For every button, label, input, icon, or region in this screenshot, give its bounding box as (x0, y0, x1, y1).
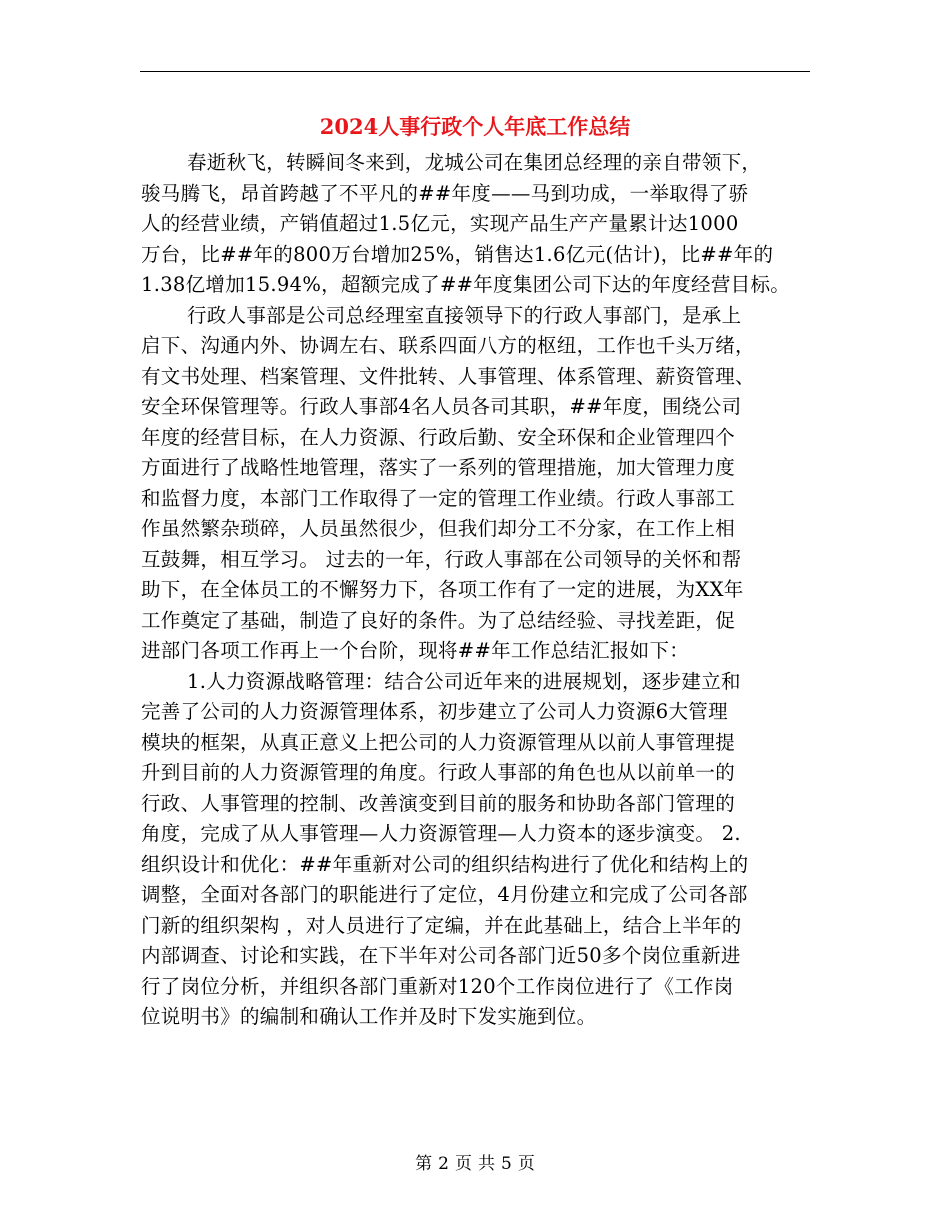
text-line: 模块的框架，从真正意义上把公司的人力资源管理从以前人事管理提 (141, 730, 736, 754)
footer-prefix: 第 (415, 1154, 433, 1174)
text-line: 行了岗位分析，并组织各部门重新对120个工作岗位进行了《工作岗 (141, 974, 734, 998)
footer-page-unit: 页 (455, 1154, 472, 1174)
text-line: 方面进行了战略性地管理，落实了一系列的管理措施，加大管理力度 (141, 456, 736, 479)
text-line: 角度，完成了从人事管理—人力资源管理—人力资本的逐步演变。 2. (141, 822, 741, 845)
text-line: 调整，全面对各部门的职能进行了定位，4月份建立和完成了公司各部 (141, 883, 748, 906)
text-line: 骏马腾飞，昂首跨越了不平凡的##年度——马到功成，一举取得了骄 (141, 181, 749, 205)
text-line: 位说明书》的编制和确认工作并及时下发实施到位。 (141, 1005, 597, 1028)
footer-page-number: 2 (438, 1154, 449, 1174)
text-line: 春逝秋飞，转瞬间冬来到，龙城公司在集团总经理的亲自带领下， (187, 151, 762, 174)
document-body (141, 148, 813, 1033)
text-line: 行政、人事管理的控制、改善演变到目前的服务和协助各部门管理的 (141, 791, 736, 815)
text-line: 门新的组织架构 ，对人员进行了定编，并在此基础上，结合上半年的 (141, 913, 742, 937)
text-line: 1.人力资源战略管理：结合公司近年来的进展规划，逐步建立和 (187, 669, 741, 693)
header-rule (140, 71, 810, 72)
text-line: 内部调查、讨论和实践，在下半年对公司各部门近50多个岗位重新进 (141, 944, 741, 967)
text-line: 年度的经营目标，在人力资源、行政后勤、安全环保和企业管理四个 (141, 425, 736, 449)
text-line: 启下、沟通内外、协调左右、联系四面八方的枢纽，工作也千头万绪， (141, 334, 755, 357)
text-line: 和监督力度，本部门工作取得了一定的管理工作业绩。行政人事部工 (141, 486, 736, 510)
text-line: 人的经营业绩，产销值超过1.5亿元，实现产品生产产量累计达1000 (141, 212, 739, 235)
text-line: 有文书处理、档案管理、文件批转、人事管理、体系管理、薪资管理、 (141, 364, 755, 388)
text-line: 互鼓舞，相互学习。 过去的一年，行政人事部在公司领导的关怀和帮 (141, 547, 742, 571)
text-line: 组织设计和优化：##年重新对公司的组织结构进行了优化和结构上的 (141, 852, 749, 876)
footer-total-prefix: 共 (478, 1154, 495, 1174)
page-footer (0, 1152, 950, 1176)
text-line: 行政人事部是公司总经理室直接领导下的行政人事部门，是承上 (187, 303, 742, 327)
text-line: 作虽然繁杂琐碎，人员虽然很少，但我们却分工不分家，在工作上相 (141, 517, 736, 540)
text-line: 进部门各项工作再上一个台阶，现将##年工作总结汇报如下： (141, 639, 690, 662)
text-line: 完善了公司的人力资源管理体系，初步建立了公司人力资源6大管理 (141, 700, 728, 723)
text-line: 安全环保管理等。行政人事部4名人员各司其职，##年度，围绕公司 (141, 395, 742, 418)
text-line: 万台，比##年的800万台增加25%，销售达1.6亿元(估计)，比##年的 (141, 242, 774, 266)
text-line: 升到目前的人力资源管理的角度。行政人事部的角色也从以前单一的 (141, 761, 736, 784)
footer-suffix: 页 (517, 1154, 535, 1174)
text-line: 助下，在全体员工的不懈努力下，各项工作有了一定的进展，为XX年 (141, 578, 744, 601)
text-line: 1.38亿增加15.94%，超额完成了##年度集团公司下达的年度经营目标。 (141, 273, 791, 296)
footer-total-pages: 5 (501, 1154, 512, 1174)
document-title: 2024人事行政个人年底工作总结 (319, 114, 631, 139)
text-line: 工作奠定了基础，制造了良好的条件。为了总结经验、寻找差距，促 (141, 608, 736, 632)
